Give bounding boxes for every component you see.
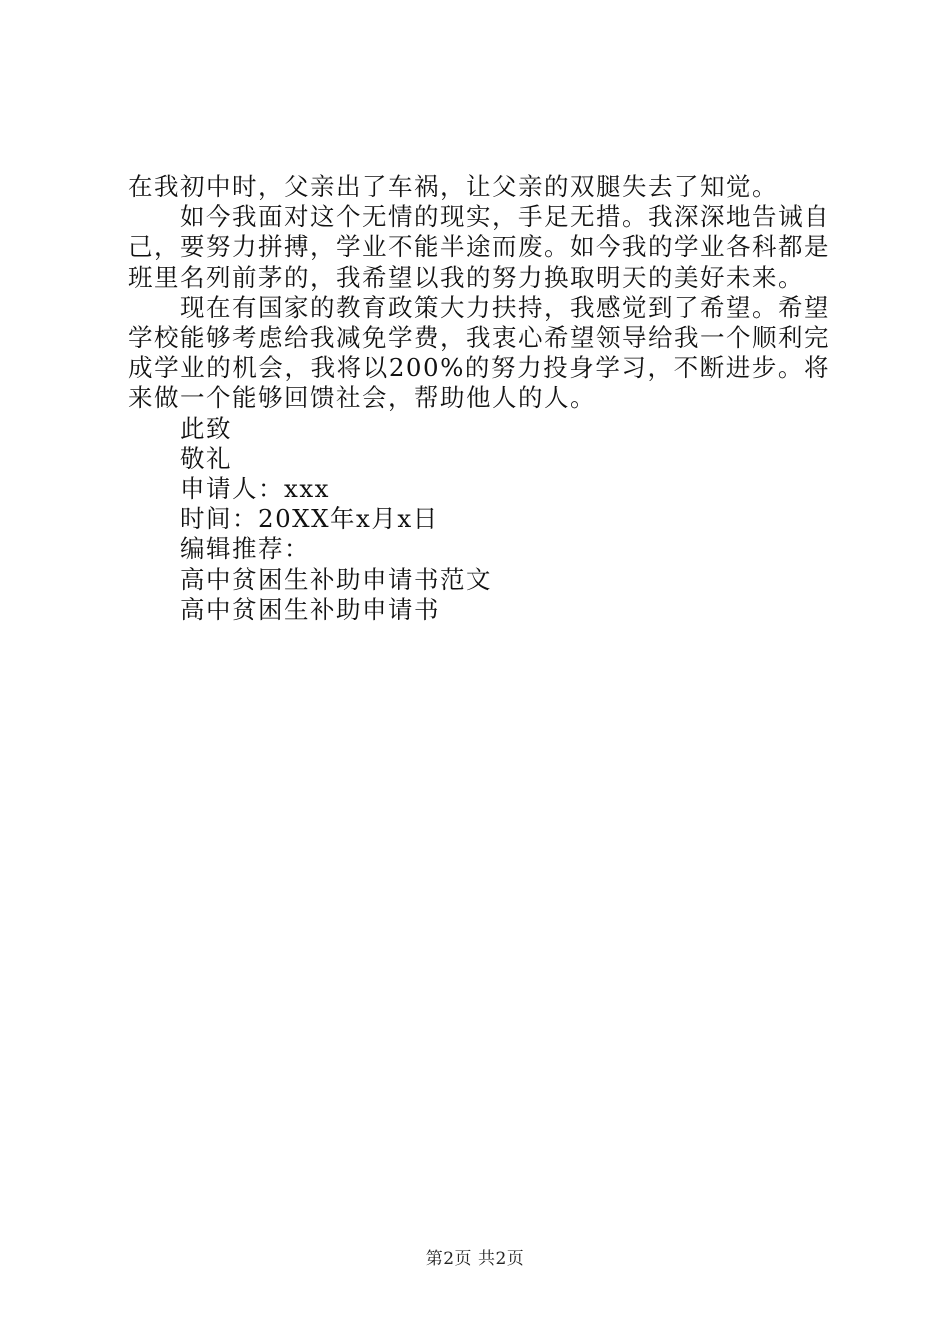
applicant-signature: 申请人：xxx xyxy=(180,474,330,504)
paragraph-continuation: 在我初中时，父亲出了车祸，让父亲的双腿失去了知觉。 xyxy=(128,172,778,201)
application-date: 时间：20XX年x月x日 xyxy=(180,504,439,534)
closing-phrase: 此致 xyxy=(180,413,232,443)
paragraph-reality: 如今我面对这个无情的现实，手足无措。我深深地告诫自己，要努力拼搏，学业不能半途而废。如今我的学业各科都是班里名列前茅的，我希望以我的努力换取明天的美好未来。 xyxy=(128,202,830,292)
paragraph-request: 现在有国家的教育政策大力扶持，我感觉到了希望。希望学校能够考虑给我减免学费，我衷心希望领导给我一个顺利完成学业的机会，我将以200%的努力投身学习，不断进步。将来做一个能够回馈社会，帮助他人的人。 xyxy=(128,292,830,413)
salutation: 敬礼 xyxy=(180,443,232,473)
page-number-footer: 第2页 共2页 xyxy=(425,1249,525,1269)
document-body xyxy=(128,172,830,625)
related-link-1[interactable]: 高中贫困生补助申请书范文 xyxy=(180,564,492,594)
related-link-2[interactable]: 高中贫困生补助申请书 xyxy=(180,594,440,624)
editor-recommend-label: 编辑推荐： xyxy=(180,534,310,564)
